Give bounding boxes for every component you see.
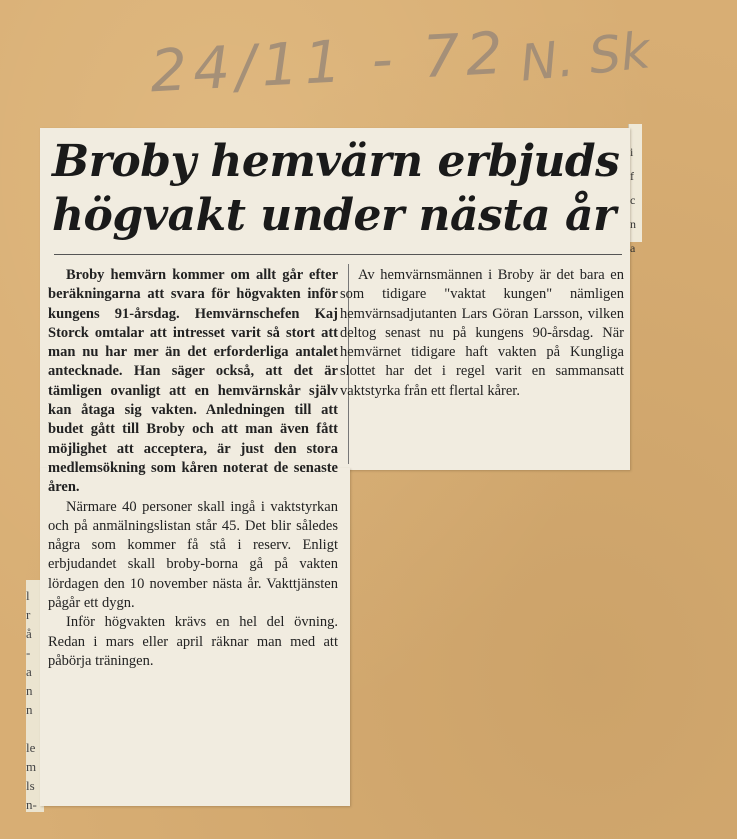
article-paragraph: Inför högvakten krävs en hel del övning. Redan i mars eller april räknar man med att påbörja träningen. [48,614,338,669]
article-paragraph: Av hemvärnsmännen i Broby är det bara en som tidigare "vaktat kungen" nämligen hemvärnsadjutanten Lars Göran Larsson, vilken deltog senast nu på kungens 90-årsdag. När hemvärnet tidigare haft vakten på Kungliga slottet har det i regel varit en sammansatt vaktstyrka från ett flertal kårer. [340,267,624,399]
neighbor-text-fragment: - [26,645,31,660]
article-lead-paragraph: Broby hemvärn kommer om allt går efter beräkningarna att svara för högvakten inför kungens 91-årsdag. Hemvärnschefen Kaj Storck omtalar att intresset varit så stort att man nu har mer än det erforderliga antalet antecknade. Han säger också, att det är tämligen ovanligt att en hemvärnskår själv kan åtaga sig vakten. Anledningen till att budet gått till Broby och att man även fått möjlighet att acceptera, är just den stora medlemsökning som kåren noterat de senaste åren. [48,267,338,496]
handwritten-date: 24/11 - 72 [148,18,511,106]
article-headline [52,135,626,243]
article-paragraph: Närmare 40 personer skall ingå i vaktstyrkan och på anmälningslistan står 45. Det blir således några som kommer få stå i reserv. Enligt erbjudandet skall broby-borna gå på vakten lördagen den 10 november nästa år. Vakttjänsten pågår ett dygn. [48,498,338,612]
neighbor-text-fragment: r [26,607,31,622]
neighbor-text-fragment: n- [26,797,37,812]
neighbor-text-fragment: le [26,740,36,755]
article-right-column [340,266,624,401]
neighbor-text-fragment: å [26,626,32,641]
neighbor-text-fragment: c [630,193,636,207]
neighbor-text-fragment: i [630,145,634,159]
handwritten-note: N. Sk [517,21,653,93]
neighbor-text-fragment: m [26,759,37,774]
neighbor-text-fragment: l [26,588,30,603]
neighbor-text-fragment: a [26,664,32,679]
neighbor-text-fragment: n [26,683,33,698]
neighbor-text-fragment: n [630,217,636,231]
headline-line-1: Broby hemvärn erbjuds [52,136,620,187]
article-left-column [48,266,338,671]
headline-divider [54,254,622,255]
neighbor-text-fragment: a [630,241,636,255]
headline-line-2: högvakt under nästa år [52,190,616,241]
neighbor-text-fragment: f [630,169,634,183]
neighbor-text-fragment: ls [26,778,35,793]
neighbor-clipping-right-text [630,140,640,260]
neighbor-text-fragment: n [26,702,33,717]
